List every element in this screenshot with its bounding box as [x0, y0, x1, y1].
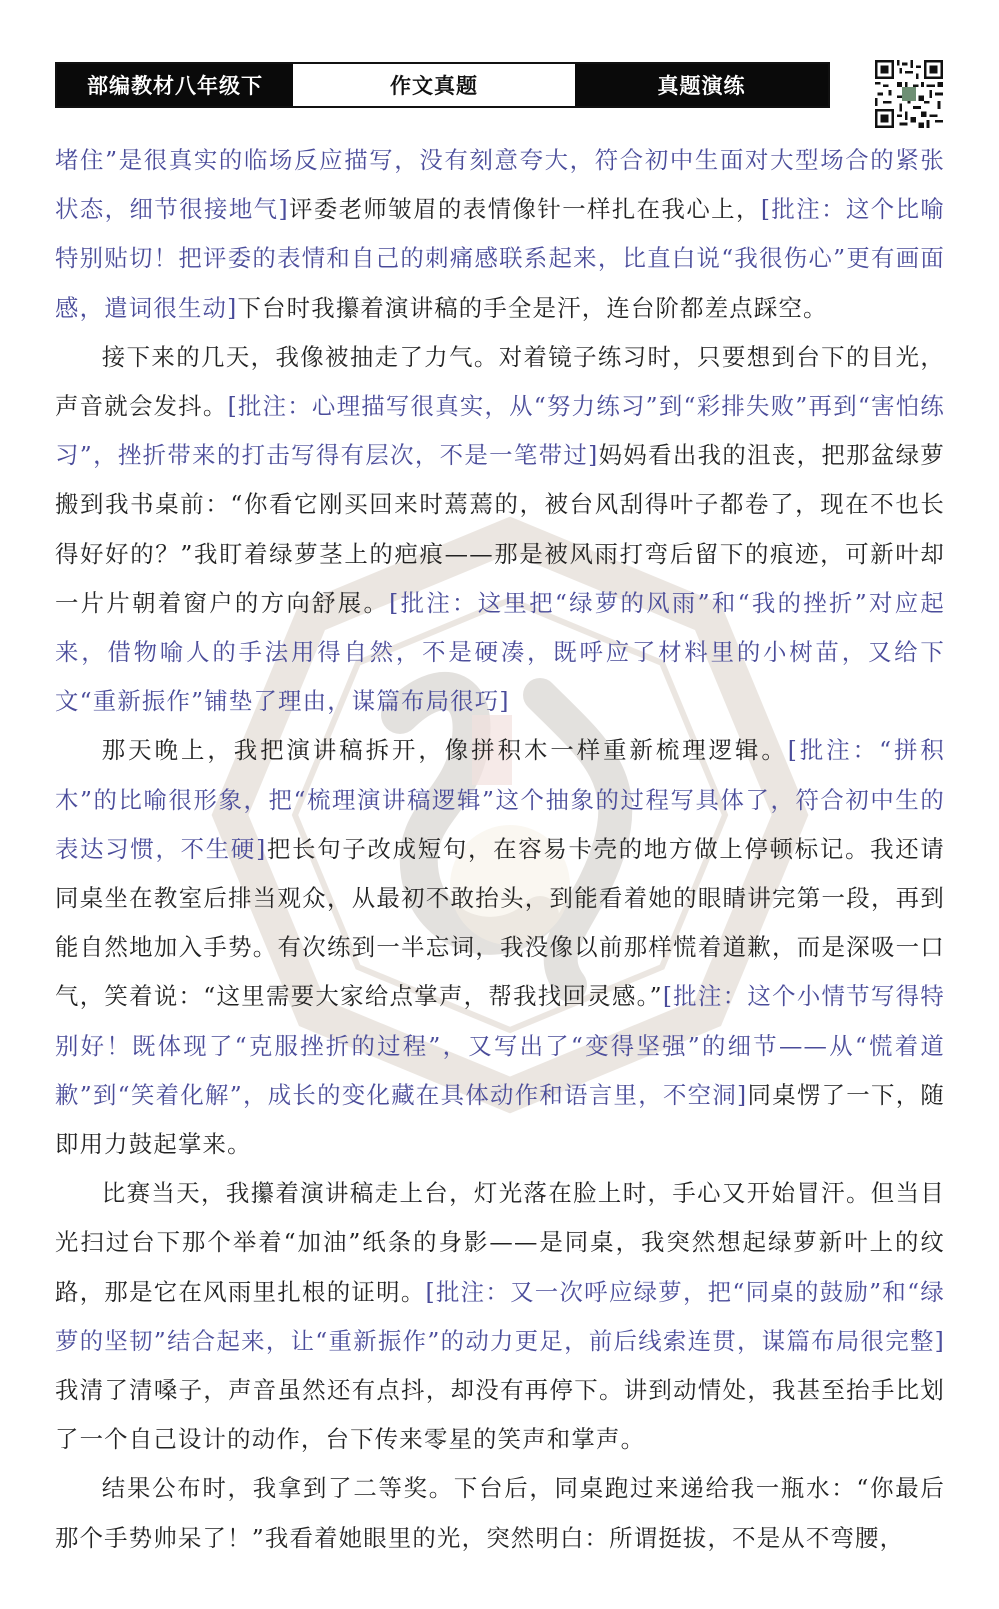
body-text: 接下来的几天，我像被抽走了力气。对着镜子练习时，只要想到台下的目光，声音就会发抖。 [55, 342, 945, 421]
body-text: 评委老师皱眉的表情像针一样扎在我心上， [288, 195, 761, 224]
header-category-label: 作文真题 [293, 64, 575, 106]
annotation: [批注：这个小情节写得特别好！既体现了“克服挫折的过程”，又写出了“变得坚强”的细节——从“慌着道歉”到“笑着化解”，成长的变化藏在具体动作和语言里，不空洞] [55, 982, 945, 1109]
annotation: [批注：这里把“绿萝的风雨”和“我的挫折”对应起来，借物喻人的手法用得自然，不是硬凑，既呼应了材料里的小树苗，又给下文“重新振作”铺垫了理由，谋篇布局很巧] [55, 588, 945, 716]
paragraph [55, 726, 945, 1169]
paragraph [55, 136, 945, 333]
body-text: 把长句子改成短句，在容易卡壳的地方做上停顿标记。我还请同桌坐在教室后排当观众，从最初不敢抬头，到能看着她的眼睛讲完第一段，再到能自然地加入手势。有次练到一半忘词，我没像以前那样慌着道歉，而是深吸一口气，笑着说：“这里需要大家给点掌声，帮我找回灵感。” [55, 834, 945, 1011]
header-bar [55, 62, 830, 108]
annotation: [批注：心理描写很真实，从“努力练习”到“彩排失败”再到“害怕练习”，挫折带来的打击写得有层次，不是一笔带过] [55, 392, 945, 470]
body-text: 比赛当天，我攥着演讲稿走上台，灯光落在脸上时，手心又开始冒汗。但当目光扫过台下那个举着“加油”纸条的身影——是同桌，我突然想起绿萝新叶上的纹路，那是它在风雨里扎根的证明。 [55, 1179, 945, 1306]
body-text: 结果公布时，我拿到了二等奖。下台后，同桌跑过来递给我一瓶水：“你最后那个手势帅呆了！”我看着她眼里的光，突然明白：所谓挺拔，不是从不弯腰， [55, 1474, 945, 1552]
paragraph [55, 1464, 945, 1562]
body-text: 同桌愣了一下，随即用力鼓起掌来。 [55, 1080, 945, 1159]
qr-code-icon [875, 60, 943, 128]
paragraph [55, 333, 945, 727]
body-text: 我清了清嗓子，声音虽然还有点抖，却没有再停下。讲到动情处，我甚至抬手比划了一个自己设计的动作，台下传来零星的笑声和掌声。 [55, 1376, 945, 1454]
annotation: [批注：这个比喻特别贴切！把评委的表情和自己的刺痛感联系起来，比直白说“我很伤心”更有画面感，遣词很生动] [55, 195, 945, 322]
body-text: 妈妈看出我的沮丧，把那盆绿萝搬到我书桌前：“你看它刚买回来时蔫蔫的，被台风刮得叶子都卷了，现在不也长得好好的？”我盯着绿萝茎上的疤痕——那是被风雨打弯后留下的痕迹，可新叶却一片片朝着窗户的方向舒展。 [55, 441, 945, 617]
annotation: [批注：又一次呼应绿萝，把“同桌的鼓励”和“绿萝的坚韧”结合起来，让“重新振作”的动力更足，前后线索连贯，谋篇布局很完整] [55, 1277, 945, 1355]
body-text: 那天晚上，我把演讲稿拆开，像拼积木一样重新梳理逻辑。 [101, 736, 788, 765]
header-section-label: 真题演练 [575, 64, 828, 106]
essay-body [55, 136, 945, 1563]
header-grade-label: 部编教材八年级下 [57, 64, 293, 106]
paragraph [55, 1169, 945, 1464]
annotation: 堵住”是很真实的临场反应描写，没有刻意夸大，符合初中生面对大型场合的紧张状态，细节很接地气] [55, 146, 945, 224]
annotation: [批注：“拼积木”的比喻很形象，把“梳理演讲稿逻辑”这个抽象的过程写具体了，符合初中生的表达习惯，不生硬] [55, 736, 945, 863]
body-text: 下台时我攥着演讲稿的手全是汗，连台阶都差点踩空。 [237, 293, 828, 322]
